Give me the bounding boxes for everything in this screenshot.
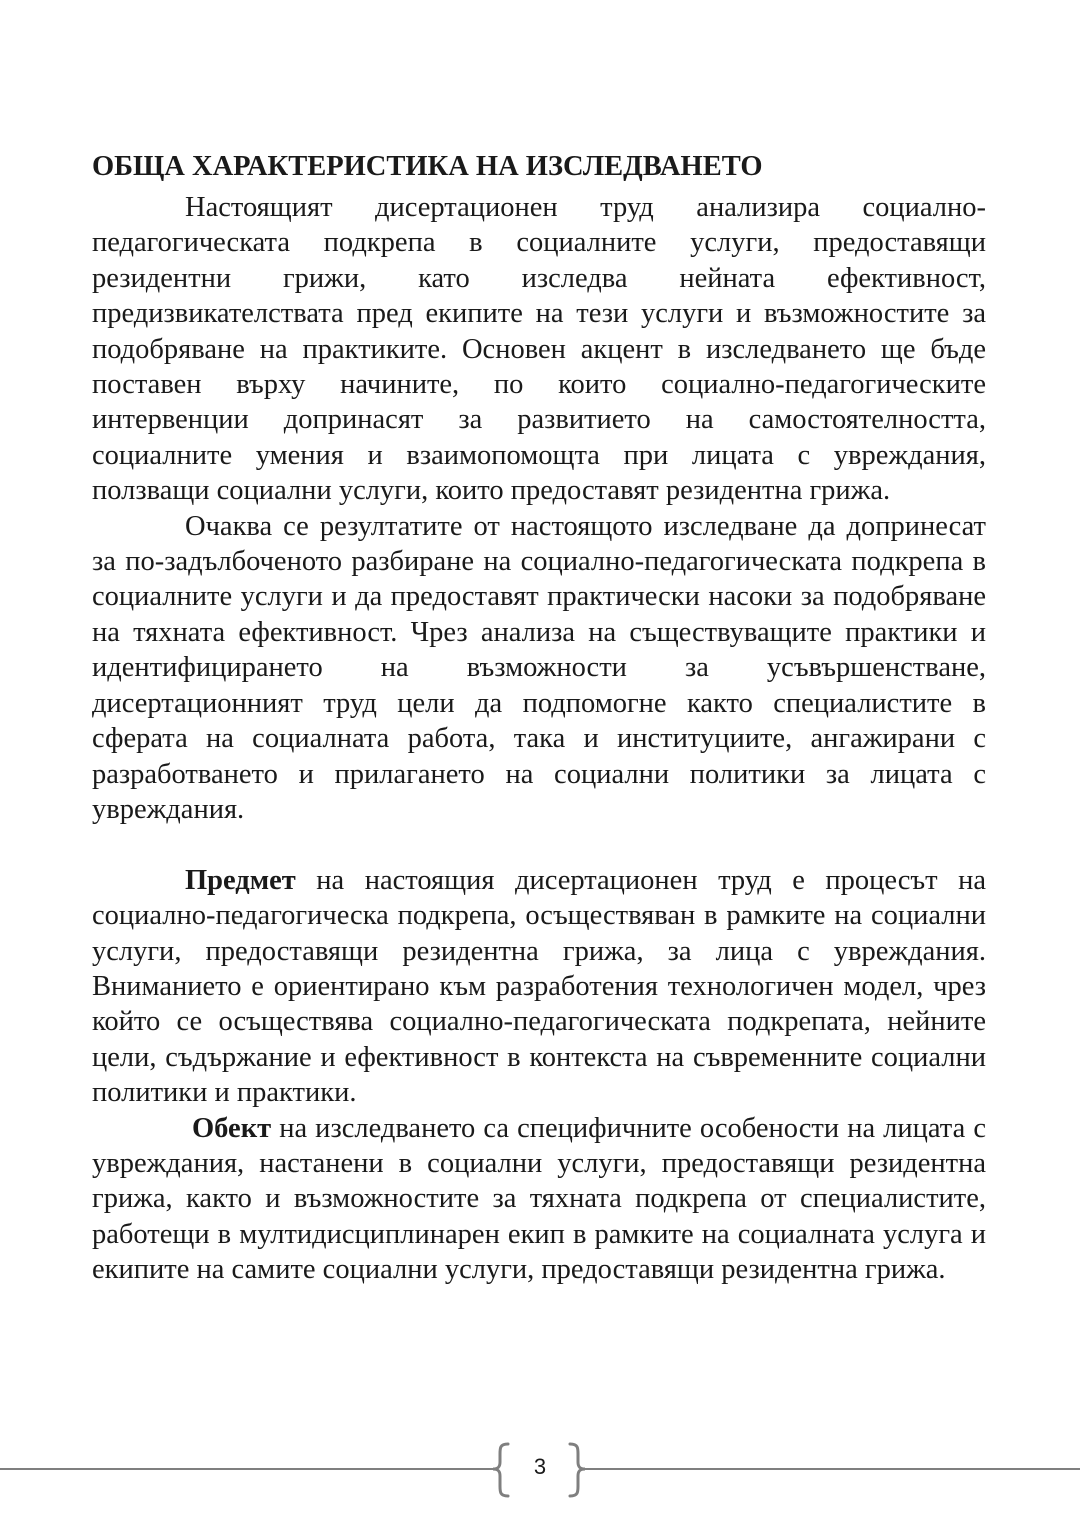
subject-lead: Предмет [185,864,296,896]
footer-rule-right [582,1468,1080,1470]
paragraph-expectations: Очаква се резултатите от настоящото изследване да допринесат за по-задълбоченото разбиране на социално-педагогическата подкрепа в социалните услуги и да предоставят практически насоки за подобряване на тяхната ефективност. Чрез анализа на съществуващите практики и идентифицирането на възможности за усъвършенстване, дисертационният труд цели да подпомогне както специалистите в сферата на социалната работа, така и институциите, ангажирани с разработването и прилагането на социални политики за лицата с увреждания. [92,510,986,825]
page-content [92,148,986,1288]
object-lead: Обект [192,1112,272,1144]
page-number: 3 [533,1454,547,1479]
page-footer [0,1440,1080,1500]
paragraph-subject [92,863,986,1111]
paragraph-intro: Настоящият дисертационен труд анализира социално-педагогическата подкрепа в социалните услуги, предоставящи резидентни грижи, като изследва нейната ефективност, предизвикателствата пред екипите на тези услуги и възможностите за подобряване на практиките. Основен акцент в изследването ще бъде поставен върху начините, по които социално-педагогическите интервенции допринасят за развитието на самостоятелността, социалните умения и взаимопомощта при лицата с увреждания, ползващи социални услуги, които предоставят резидентна грижа. [92,192,986,507]
footer-rule-left [0,1468,496,1470]
paragraph-object [92,1111,986,1288]
subject-text: на настоящия дисертационен труд е процесът на социално-педагогическа подкрепа, осъществяван в рамките на социални услуги, предоставящи резидентна грижа, за лица с увреждания. Вниманието е ориентирано към разработения технологичен модел, чрез който се осъществява социално-педагогическата подкрепата, нейните цели, съдържание и ефективност в контекста на съвременните социални политики и практики. [92,864,986,1109]
left-brace-icon [490,1440,512,1500]
right-brace-icon [566,1440,588,1500]
object-text: на изследването са специфичните особености на лицата с увреждания, настанени в социални услуги, предоставящи резидентна грижа, както и възможностите за тяхната подкрепа от специалистите, работещи в мултидисциплинарен екип в рамките на социалната услуга и екипите на самите социални услуги, предоставящи резидентна грижа. [92,1112,986,1286]
section-title: ОБЩА ХАРАКТЕРИСТИКА НА ИЗСЛЕДВАНЕТО [92,151,763,182]
